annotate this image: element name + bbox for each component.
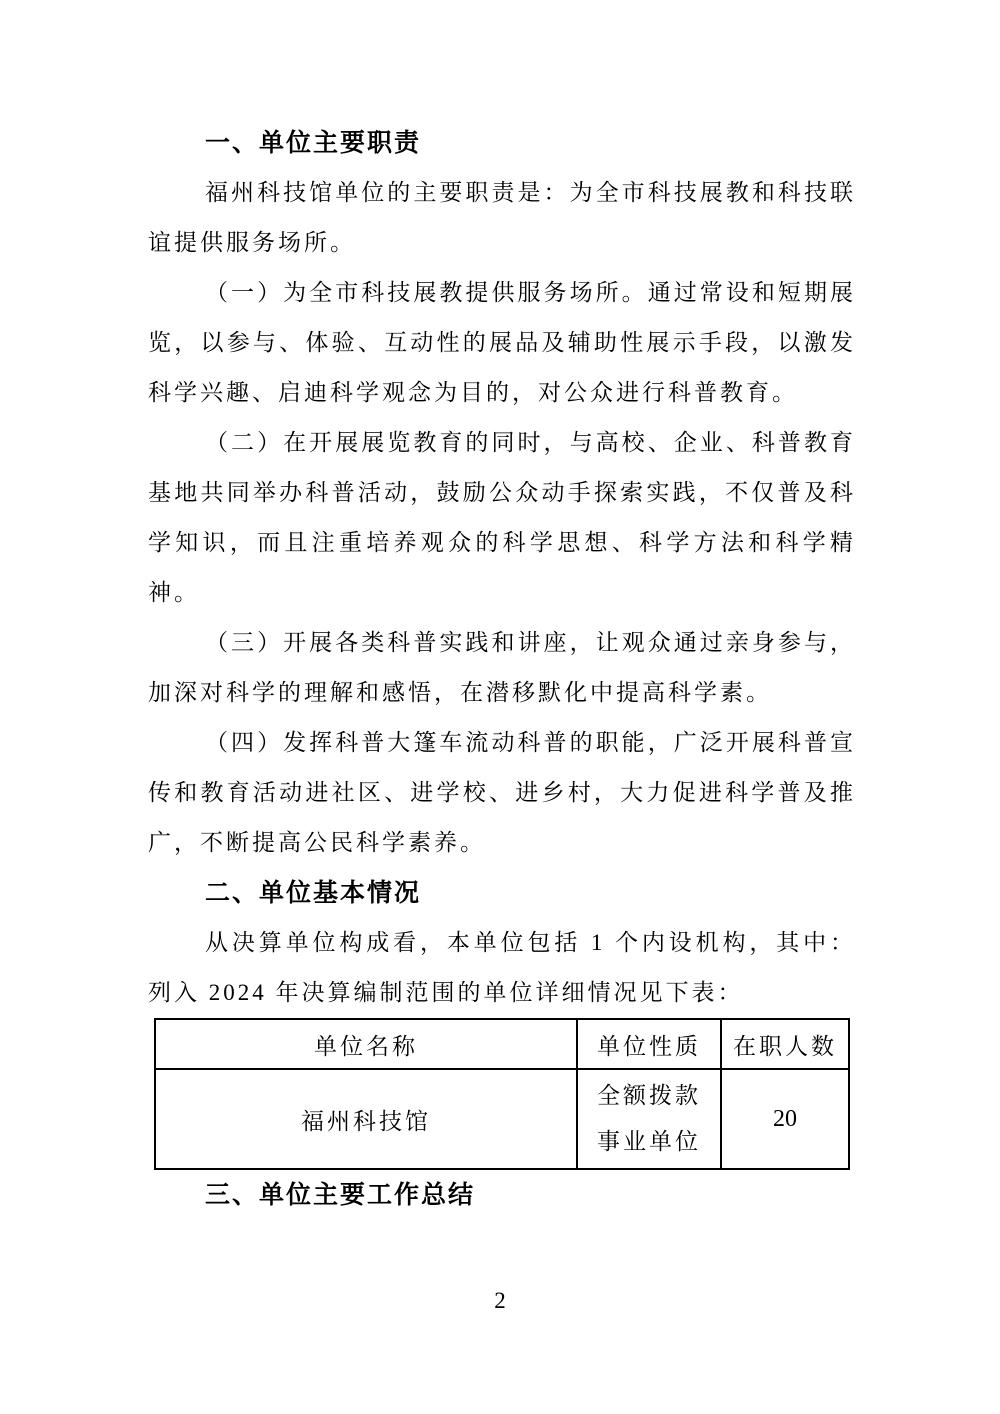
unit-overview-table [154, 1018, 850, 1170]
section-1-paragraph-1: 福州科技馆单位的主要职责是：为全市科技展教和科技联谊提供服务场所。 [148, 180, 856, 255]
section-1-heading: 一、单位主要职责 [205, 129, 422, 157]
unit-type-line-1: 全额拨款 [597, 1083, 701, 1108]
section-1-paragraph-2: （一）为全市科技展教提供服务场所。通过常设和短期展览，以参与、体验、互动性的展品及辅助性展示手段，以激发科学兴趣、启迪科学观念为目的，对公众进行科普教育。 [148, 280, 856, 405]
table-row [155, 1069, 849, 1169]
section-2-heading: 二、单位基本情况 [205, 879, 422, 907]
table-header-staff-count: 在职人数 [721, 1019, 849, 1069]
section-1-paragraph-4: （三）开展各类科普实践和讲座，让观众通过亲身参与，加深对科学的理解和感悟，在潜移默化中提高科学素。 [148, 630, 856, 705]
table-header-unit-type: 单位性质 [577, 1019, 721, 1069]
table-header-row [155, 1019, 849, 1069]
table-cell-staff-count [721, 1069, 849, 1169]
section-1-paragraph-5: （四）发挥科普大篷车流动科普的职能，广泛开展科普宣传和教育活动进社区、进学校、进乡村，大力促进科学普及推广，不断提高公民科学素养。 [148, 730, 856, 855]
table-cell-unit-type [577, 1069, 721, 1169]
table-cell-unit-name: 福州科技馆 [155, 1069, 577, 1169]
section-2-paragraph-1: 从决算单位构成看，本单位包括 1 个内设机构，其中：列入 2024 年决算编制范围的单位详细情况见下表： [148, 930, 856, 1005]
section-3-heading: 三、单位主要工作总结 [205, 1181, 476, 1209]
unit-type-line-2: 事业单位 [597, 1129, 701, 1154]
staff-count-value: 20 [773, 1105, 797, 1132]
section-1-paragraph-3: （二）在开展展览教育的同时，与高校、企业、科普教育基地共同举办科普活动，鼓励公众动手探索实践，不仅普及科学知识，而且注重培养观众的科学思想、科学方法和科学精神。 [148, 430, 856, 605]
document-content [148, 118, 856, 1220]
table-header-unit-name: 单位名称 [155, 1019, 577, 1069]
page-number: 2 [494, 1288, 506, 1313]
